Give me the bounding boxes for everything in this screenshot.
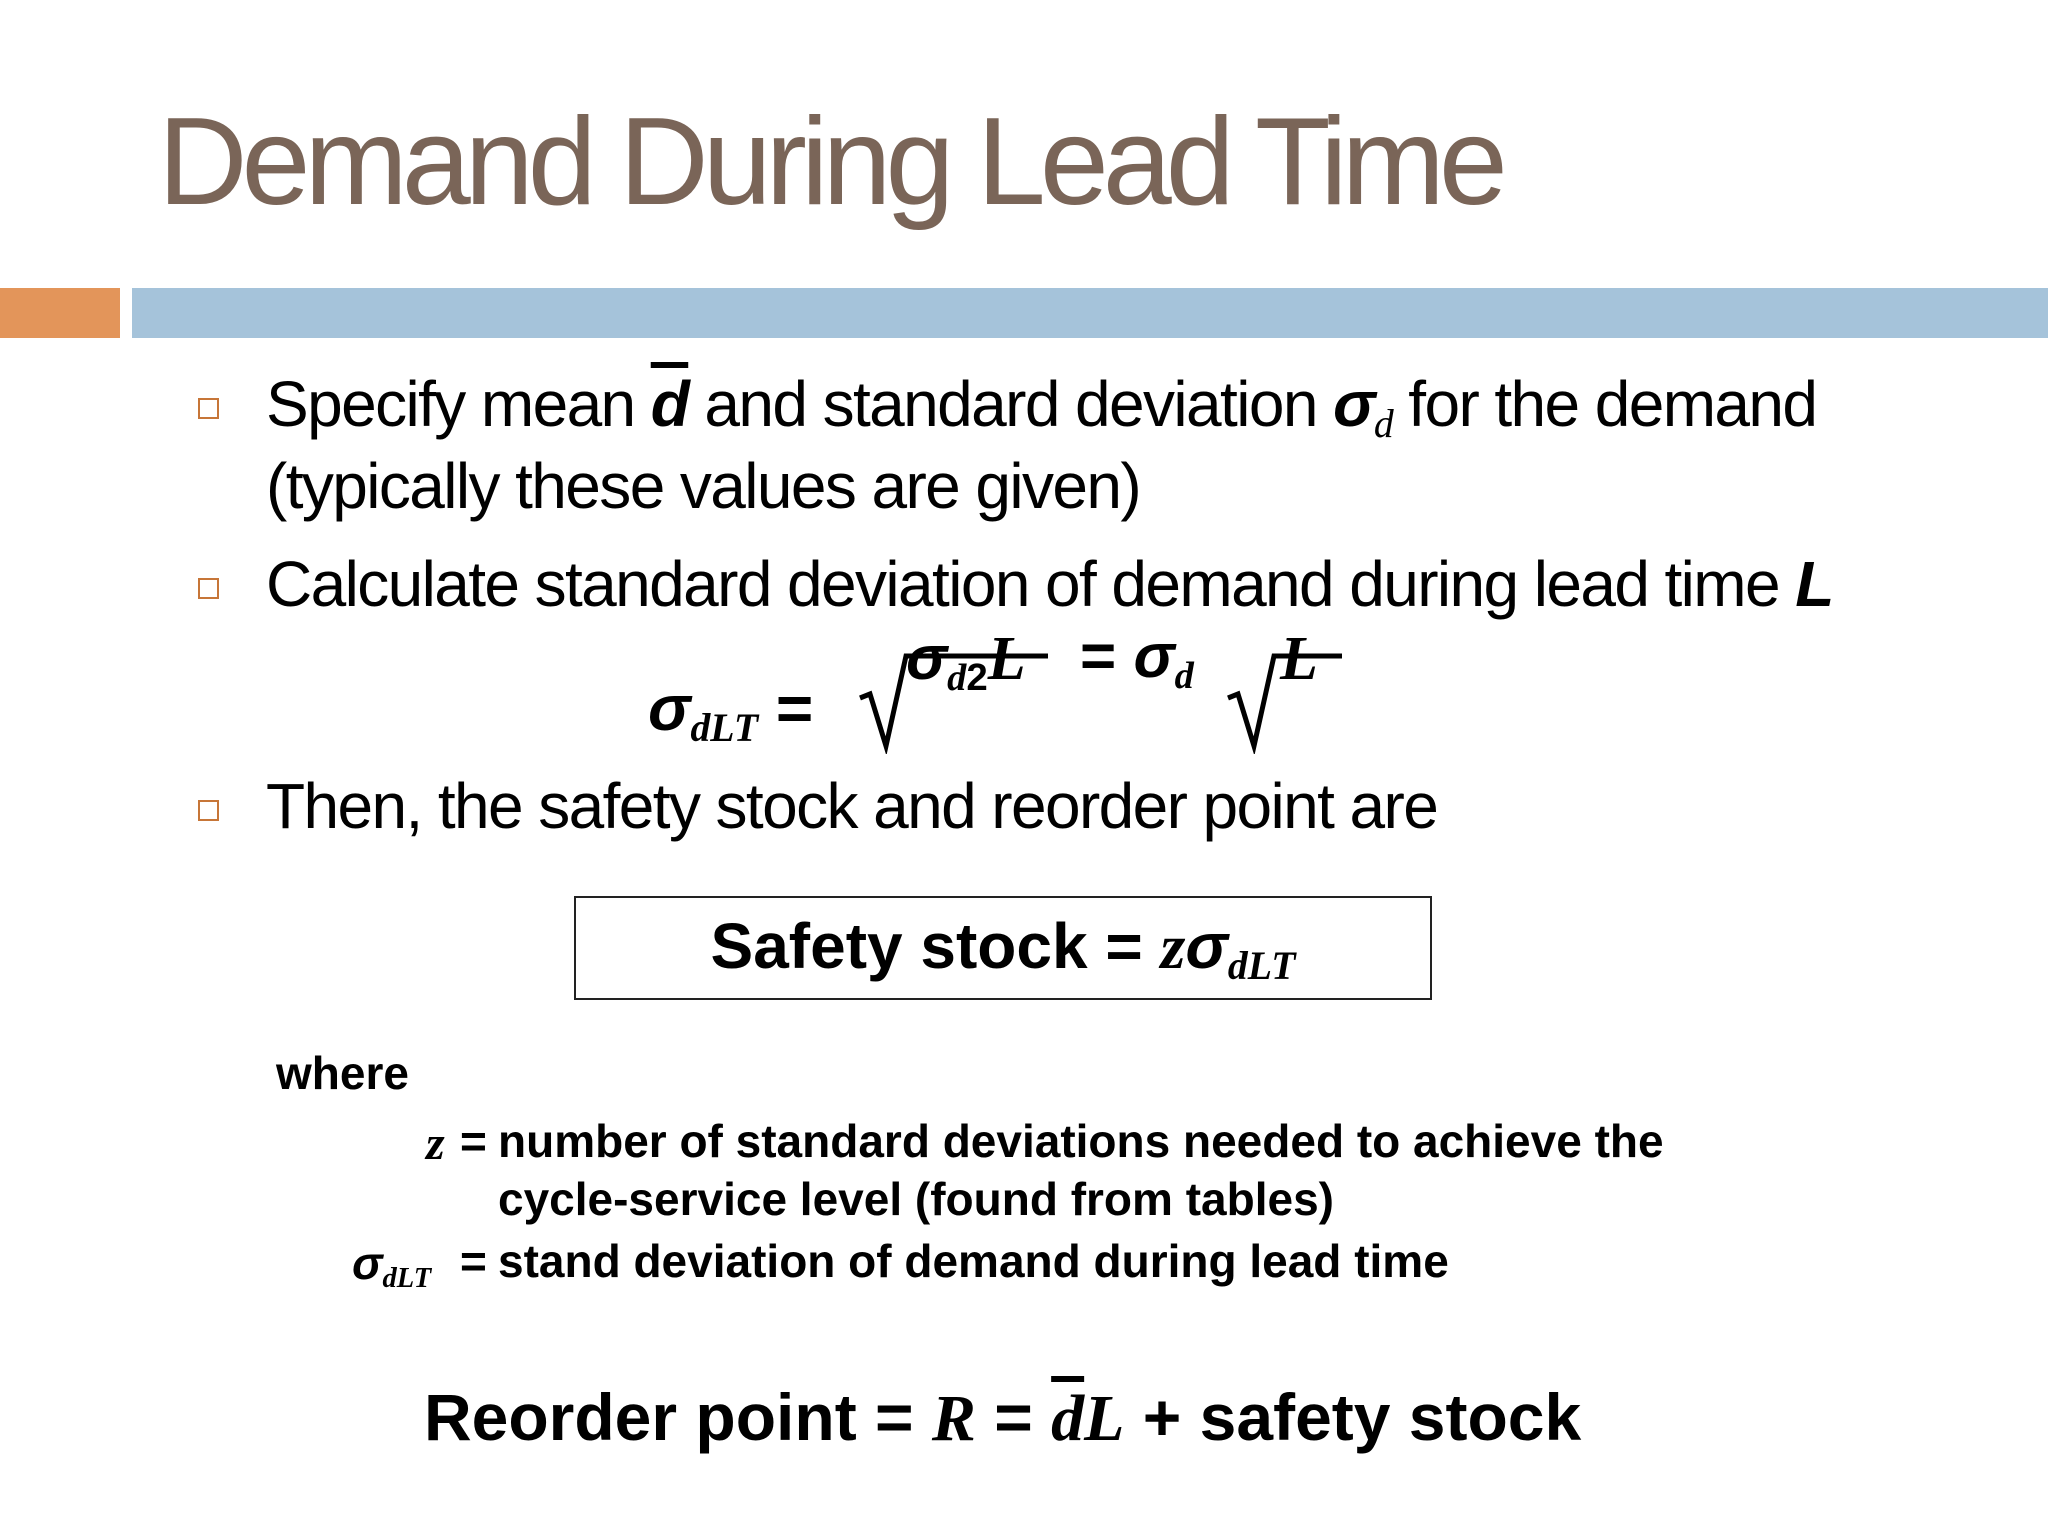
sigma-dlt-sigma: σ [352,1237,383,1289]
safety-stock-formula [576,910,1430,989]
z-definition-line-2: cycle-service level (found from tables) [498,1173,1334,1225]
lead-time-symbol: L [1795,548,1833,620]
bullet-square-icon [198,800,219,821]
reorder-L: L [1084,1382,1125,1455]
radicand-1 [906,624,1026,699]
radicand-1-L: L [987,625,1026,693]
formula-lhs-sigma: σ [648,672,691,744]
bullet-1-line-1 [266,368,1817,447]
safety-stock-formula-box [574,896,1432,1000]
sigma-symbol: σ [1333,368,1374,440]
reorder-label: Reorder point = [424,1380,932,1454]
accent-bar-orange [0,288,120,338]
bullet-1-line-2: (typically these values are given) [266,450,1141,522]
bullet-square-icon [198,578,219,599]
z-symbol: z [426,1117,445,1170]
safety-stock-label: Safety stock = [710,910,1161,982]
formula-mid-sub: d [1174,654,1194,697]
formula-mid-sigma: σ [1133,622,1175,691]
radicand-2-L: L [1280,625,1318,693]
reorder-eq: = [975,1380,1052,1454]
bullet-1-text-a: Specify mean [266,368,651,440]
sigma-dlt-sub: dLT [382,1262,432,1294]
formula-lhs [648,672,814,751]
z-equals: = [460,1115,487,1167]
bullet-1-text-c: for the demand [1392,368,1817,440]
bullet-2-line [266,548,1833,620]
sigma-subscript: d [1373,402,1393,447]
reorder-tail: + safety stock [1124,1380,1582,1454]
safety-stock-sub: dLT [1227,944,1296,989]
sigma-dlt-equals: = [460,1235,487,1287]
safety-stock-sigma: σ [1185,910,1228,982]
bullet-square-icon [198,398,219,419]
formula-eq-2: = [1080,622,1117,691]
accent-bar-blue [132,288,2048,338]
bullet-1-text-b: and standard deviation [688,368,1333,440]
sigma-dlt-symbol [352,1237,432,1294]
z-definition-line-1: number of standard deviations needed to achieve the [498,1115,1664,1167]
reorder-dbar: $\overline{d}$ [1051,1382,1085,1455]
slide-title: Demand During Lead Time [158,93,1502,231]
mean-demand-symbol: $\overline{d}$ [650,368,689,440]
reorder-R: R [931,1382,976,1455]
bullet-3-line: Then, the safety stock and reorder point are [266,770,1438,842]
formula-mid [1080,622,1194,697]
radicand-1-exp: 2 [966,655,988,699]
bullet-2-text: Calculate standard deviation of demand during lead time [266,548,1796,620]
radicand-1-sigma: σ [906,624,948,693]
formula-eq-1: = [775,672,814,744]
sigma-dlt-definition: stand deviation of demand during lead time [498,1235,1449,1287]
where-label: where [276,1047,409,1099]
reorder-point-formula [424,1380,1582,1455]
safety-stock-z: z [1160,911,1186,982]
radicand-1-sub: d [947,656,967,699]
formula-lhs-sub: dLT [690,706,759,751]
